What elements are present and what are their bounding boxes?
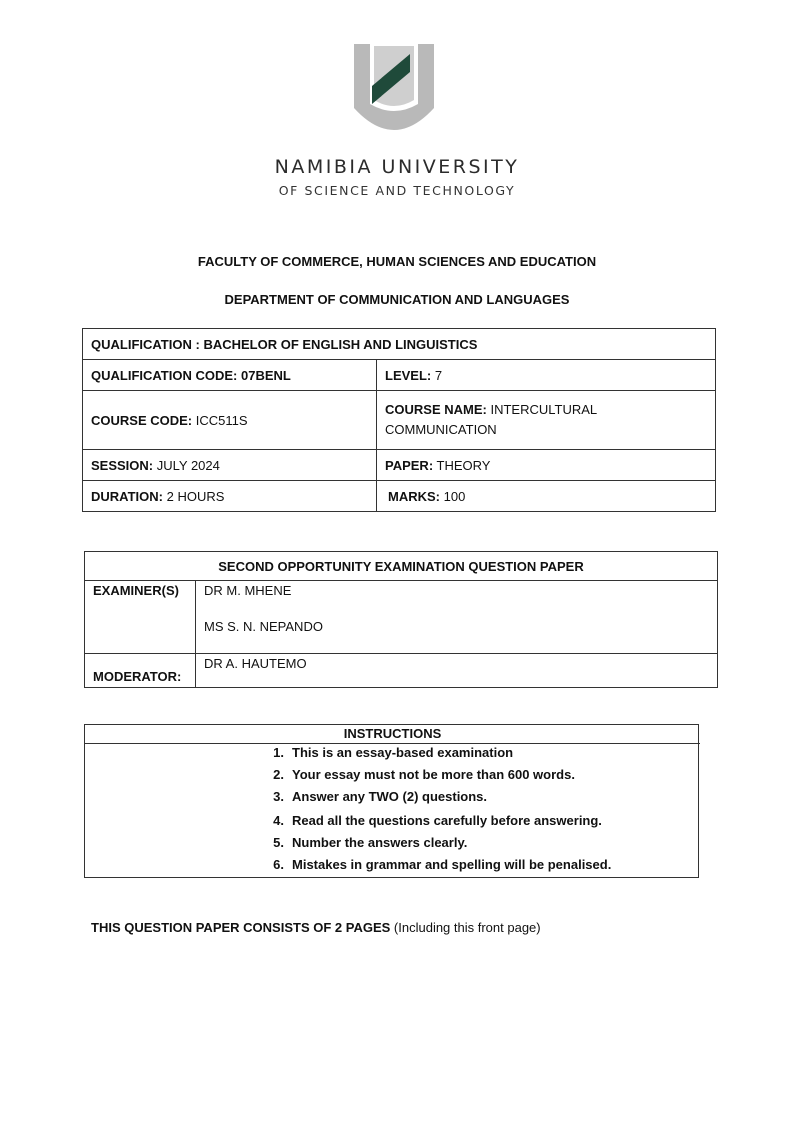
level-label: LEVEL: <box>385 367 432 383</box>
qualification-label: QUALIFICATION : <box>91 336 200 352</box>
session-value: JULY 2024 <box>156 457 220 473</box>
instruction-number: 5. <box>273 835 284 850</box>
marks-label: MARKS: <box>388 488 440 504</box>
instruction-text: Your essay must not be more than 600 words. <box>292 767 575 782</box>
session-row <box>83 450 716 481</box>
instruction-text: Number the answers clearly. <box>292 835 468 850</box>
moderator-label: MODERATOR: <box>85 654 196 688</box>
department-heading: DEPARTMENT OF COMMUNICATION AND LANGUAGES <box>224 292 570 307</box>
instruction-number: 1. <box>273 745 284 760</box>
instruction-text: Read all the questions carefully before answering. <box>292 813 602 828</box>
instruction-number: 2. <box>273 767 284 782</box>
examination-table <box>84 551 718 688</box>
moderator-value: DR A. HAUTEMO <box>196 654 718 688</box>
qualification-row <box>83 329 716 360</box>
examiner-2: MS S. N. NEPANDO <box>204 619 323 634</box>
instruction-item <box>260 813 602 828</box>
instruction-item <box>260 745 513 760</box>
university-logo <box>348 42 440 142</box>
instruction-text: This is an essay-based examination <box>292 745 514 760</box>
university-name: NAMIBIA UNIVERSITY <box>274 156 520 178</box>
paper-value: THEORY <box>436 457 491 473</box>
course-name-label: COURSE NAME: <box>385 402 487 417</box>
instruction-text: Answer any TWO (2) questions. <box>292 789 488 804</box>
duration-row <box>83 481 716 512</box>
qualification-code-label: QUALIFICATION CODE: <box>91 367 238 383</box>
examiner-1: DR M. MHENE <box>204 583 292 598</box>
university-subtitle: OF SCIENCE AND TECHNOLOGY <box>278 183 516 198</box>
qualification-code-value: 07BENL <box>240 367 291 383</box>
instruction-number: 3. <box>273 789 284 804</box>
qualification-code-row <box>83 360 716 391</box>
paper-label: PAPER: <box>385 457 434 473</box>
instruction-item <box>260 767 575 782</box>
exam-paper-title: SECOND OPPORTUNITY EXAMINATION QUESTION PAPER <box>85 552 718 581</box>
exam-title-row <box>85 552 718 581</box>
course-name-value: INTERCULTURAL COMMUNICATION <box>385 402 597 437</box>
page-count-bold: THIS QUESTION PAPER CONSISTS OF 2 PAGES <box>91 920 391 935</box>
instruction-item <box>260 857 611 872</box>
course-code-label: COURSE CODE: <box>91 412 193 428</box>
faculty-heading: FACULTY OF COMMERCE, HUMAN SCIENCES AND EDUCATION <box>197 254 597 269</box>
page-count-note <box>91 920 541 935</box>
qualification-value: BACHELOR OF ENGLISH AND LINGUISTICS <box>203 336 478 352</box>
instructions-box <box>84 724 699 878</box>
page-count-normal: (Including this front page) <box>393 920 541 935</box>
level-value: 7 <box>434 367 443 383</box>
duration-value: 2 HOURS <box>166 488 225 504</box>
examiners-label: EXAMINER(S) <box>85 581 196 654</box>
duration-label: DURATION: <box>91 488 163 504</box>
examiners-row <box>85 581 718 654</box>
session-label: SESSION: <box>91 457 154 473</box>
marks-value: 100 <box>443 488 466 504</box>
instructions-title: INSTRUCTIONS <box>85 725 700 744</box>
course-code-value: ICC511S <box>195 412 248 428</box>
instruction-number: 4. <box>273 813 284 828</box>
instruction-item <box>260 835 467 850</box>
instruction-text: Mistakes in grammar and spelling will be penalised. <box>292 857 612 872</box>
moderator-row <box>85 654 718 688</box>
instruction-number: 6. <box>273 857 284 872</box>
instruction-item <box>260 789 487 804</box>
qualification-table <box>82 328 716 512</box>
course-row <box>83 391 716 450</box>
